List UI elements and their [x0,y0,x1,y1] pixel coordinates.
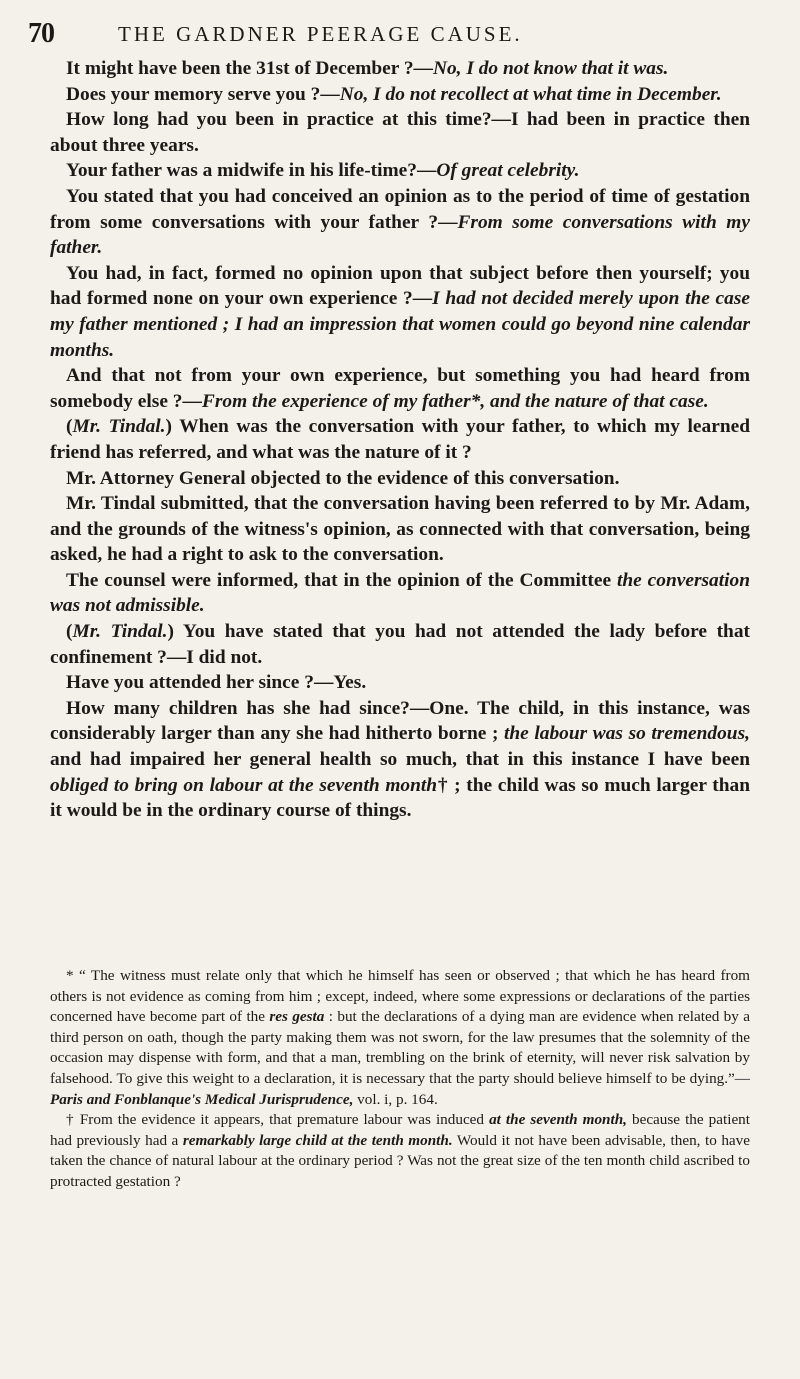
italic-text: From the experience of my father*, and the nature of that case. [201,390,709,412]
page-number: 70 [28,18,54,49]
paragraph [50,696,750,824]
paragraph [50,82,750,108]
footnote [50,1110,750,1192]
italic-text: Paris and Fonblanque's Medical Jurisprudence, [50,1090,354,1108]
paragraph [50,107,750,158]
text-run: ( [66,621,73,643]
paragraph [50,56,750,82]
paragraph [50,261,750,363]
text-run: The counsel were informed, that in the opinion of the Committee [66,569,617,591]
text-run: Have you attended her since ?—Yes. [66,672,367,694]
text-run: : but the declarations of a dying man are evidence when related by a third person on oath, though the party making them was not sworn, for the law presumes that the solemnity of the occasion may dispense with form, and that a man, trembling on the brink of eternity, will never risk salvation by falsehood. To give this weight to a declaration, it is necessary that the party should believe himself to be dying.”— [50,1008,750,1087]
italic-text: No, I do not know that it was. [432,58,669,79]
running-title: THE GARDNER PEERAGE CAUSE. [118,22,523,46]
testimony-body [50,56,750,824]
text-run: It might have been the 31st of December ?— [66,58,433,79]
text-run: Mr. Tindal submitted, that the conversation having been referred to by Mr. Adam, and the grounds of the witness's opinion, as connected with that conversation, being asked, he had a right to ask to the conversation. [50,493,750,566]
text-run: And that not from your own experience, but something you had heard from somebody else ?— [50,365,750,412]
text-run: ( [66,416,73,438]
text-run: † From the evidence it appears, that premature labour was induced [66,1111,490,1129]
text-run: ) When was the conversation with your father, to which my learned friend has referred, and what was the nature of it ? [50,416,751,463]
paragraph [50,670,750,696]
text-run: How long had you been in practice at this time?—I had been in practice then about three years. [50,109,750,156]
italic-text: Mr. Tindal. [72,416,166,438]
italic-text: remarkably large child at the tenth month. [182,1131,453,1149]
paragraph [50,491,750,568]
italic-text: res gesta [269,1008,325,1026]
text-run: and had impaired her general health so much, that in this instance I have been [50,749,750,771]
italic-text: the labour was so tremendous, [504,723,750,745]
text-run: Mr. Attorney General objected to the evidence of this conversation. [66,467,620,489]
text-run: Your father was a midwife in his life-time?— [66,160,437,182]
italic-text: Mr. Tindal. [72,621,168,643]
italic-text: at the seventh month, [489,1111,627,1129]
italic-text: From some conversations with my father. [50,211,750,259]
text-run: † ; the child was so much larger than it would be in the ordinary course of things. [50,774,750,822]
footnote [50,966,750,1110]
italic-text: No, I do not recollect at what time in December. [339,83,722,105]
paragraph [50,363,750,414]
page-header [28,18,730,48]
paragraph [50,619,750,670]
italic-text: the conversation was not admissible. [50,569,750,617]
text-run: You had, in fact, formed no opinion upon that subject before then yourself; you had formed none on your own experience ?— [50,262,750,310]
italic-text: obliged to bring on labour at the seventh month [50,774,438,796]
paragraph [50,414,750,465]
text-run: Would it not have been advisable, then, to have taken the chance of natural labour at the ordinary period ? Was not the great size of the ten month child ascribed to protracted gestation ? [50,1131,750,1190]
paragraph [50,568,750,619]
italic-text: I had not decided merely upon the case my father mentioned ; I had an impression that women could go beyond nine calendar months. [50,288,751,361]
text-run: Does your memory serve you ?— [66,83,340,105]
text-run: How many children has she had since?—One. The child, in this instance, was considerably larger than any she had hitherto borne ; [50,697,750,745]
text-run: vol. i, p. 164. [353,1090,438,1108]
paragraph [50,466,750,492]
footnotes [50,966,750,1193]
paragraph [50,158,750,184]
paragraph [50,184,750,261]
text-run: because the patient had previously had a [50,1111,750,1149]
italic-text: Of great celebrity. [436,160,580,182]
text-run: You stated that you had conceived an opinion as to the period of time of gestation from some conversations with your father ?— [50,185,750,233]
text-run: * “ The witness must relate only that which he himself has seen or observed ; that which he has heard from others is not evidence as coming from him ; except, indeed, where some expressions or declarations of the parties concerned have become part of the [50,967,750,1026]
text-run: ) You have stated that you had not attended the lady before that confinement ?—I did not. [50,621,750,668]
